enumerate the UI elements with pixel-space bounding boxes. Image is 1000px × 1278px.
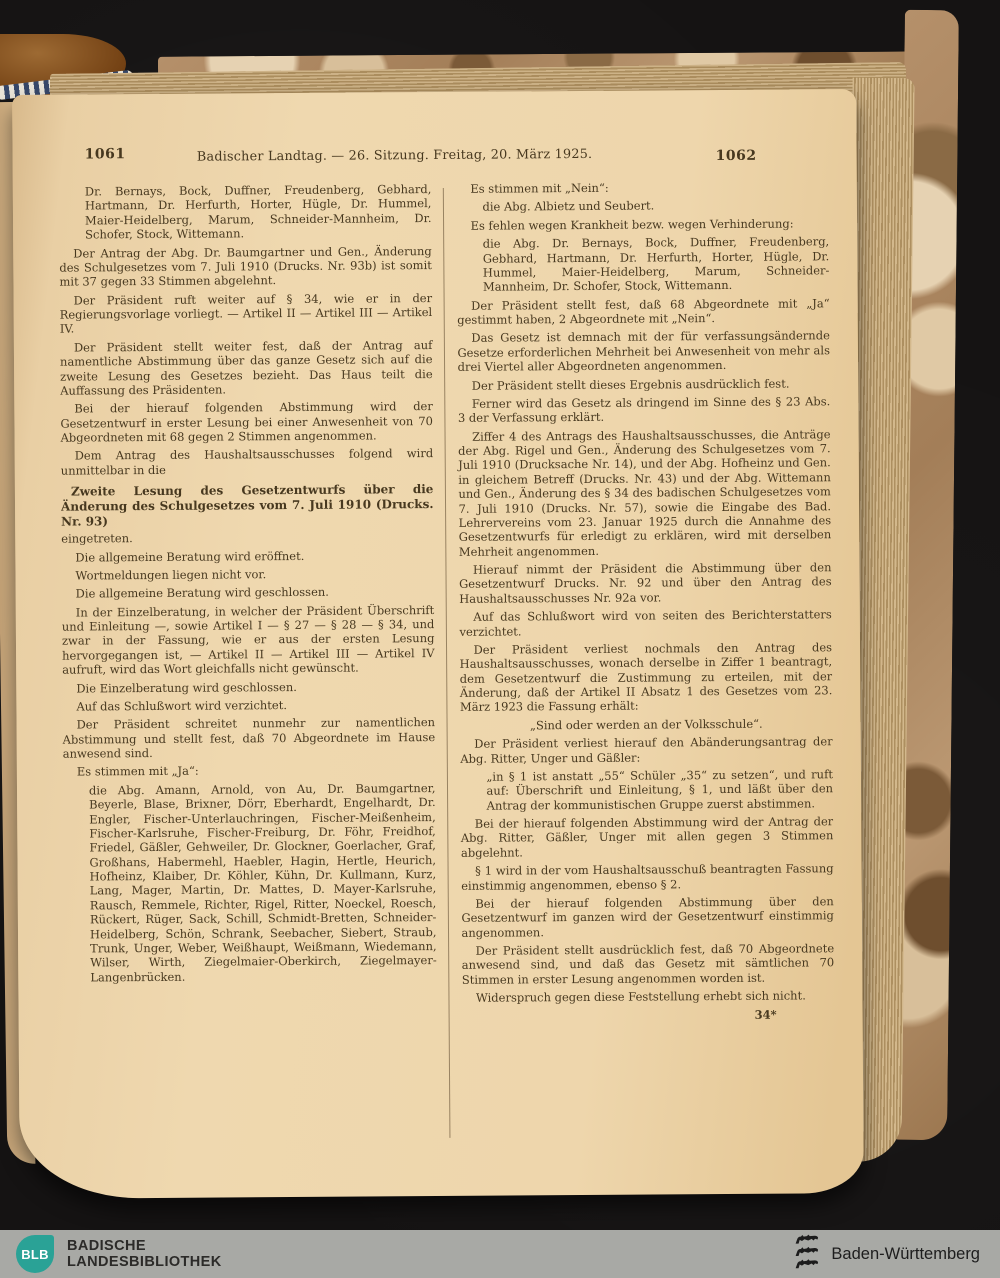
paragraph: Der Präsident stellt weiter fest, daß der Antrag auf namentliche Abstimmung über das ganze Gesetz sich auf die zweite Lesung des Gesetzes bezieht. Das Haus teilt die Auffassung des Präsidenten. bbox=[59, 337, 433, 398]
paragraph: Dr. Bernays, Bock, Duffner, Freudenberg, Gebhard, Hartmann, Dr. Herfurth, Horter, Hügle, Dr. Hummel, Maier-Heidelberg, Marum, Schneider-Mannheim, Dr. Schofer, Stock, Wittemann. bbox=[84, 182, 432, 242]
book-page bbox=[12, 89, 864, 1199]
paragraph: Der Präsident stellt fest, daß 68 Abgeordnete mit „Ja“ gestimmt haben, 2 Abgeordnete mit „Nein“. bbox=[457, 295, 830, 327]
paragraph: Bei der hierauf folgenden Abstimmung wird der Antrag der Abg. Ritter, Gäßler, Unger mit allen gegen 3 Stimmen abgelehnt. bbox=[460, 814, 834, 860]
paragraph: Der Präsident stellt dieses Ergebnis ausdrücklich fest. bbox=[471, 376, 790, 393]
baden-wuerttemberg-coat-of-arms-icon bbox=[794, 1234, 820, 1275]
blb-logo-icon: BLB bbox=[16, 1235, 54, 1273]
paragraph: Der Präsident stellt ausdrücklich fest, daß 70 Abgeordnete anwesend sind, und daß das Gesetz mit sämtlichen 70 Stimmen in erster Lesung angenommen worden ist. bbox=[461, 941, 835, 987]
paragraph: die Abg. Amann, Arnold, von Au, Dr. Baumgartner, Beyerle, Blase, Brixner, Dörr, Eberhardt, Engelhardt, Dr. Engler, Fischer-Unterlauchringen, Fischer-Meißenheim, Fischer-Karlsruhe, Fischer-Freiburg, Dr. Föhr, Freidhof, Friedel, Gäßler, Gehweiler, Dr. Glockner, Goerlacher, Graf, Großhans, Habermehl, Haebler, Hagin, Hertle, Heurich, Hofheinz, Klaiber, Dr. Köhler, Kühn, Dr. Kullmann, Kurz, Lang, Mager, Martin, Dr. Mattes, D. Mayer-Karlsruhe, Rausch, Remmele, Richter, Rigel, Ritter, Noeckel, Roesch, Rückert, Rüger, Sack, Schill, Schmidt-Bretten, Schneider-Heidelberg, Schön, Schrank, Seebacher, Siebert, Straub, Trunk, Unger, Weber, Weißhaupt, Weißmann, Wiedemann, Wilser, Wirth, Ziegelmaier-Oberkirch, Ziegelmayer-Langenbrücken. bbox=[88, 780, 437, 985]
paragraph: Bei der hierauf folgenden Abstimmung über den Gesetzentwurf im ganzen wird der Gesetzentwurf einstimmig angenommen. bbox=[461, 894, 834, 940]
paragraph: § 1 wird in der vom Haushaltsausschuß beantragten Fassung einstimmig angenommen, ebenso § 2. bbox=[461, 861, 834, 893]
paragraph: Der Präsident verliest hierauf den Abänderungsantrag der Abg. Ritter, Unger und Gäßler: bbox=[460, 734, 833, 766]
column-right bbox=[444, 179, 835, 1172]
paragraph: Die Einzelberatung wird geschlossen. bbox=[76, 679, 297, 696]
state-branding bbox=[794, 1234, 980, 1275]
paragraph: Die allgemeine Beratung wird geschlossen. bbox=[75, 585, 329, 601]
paragraph: Der Antrag der Abg. Dr. Baumgartner und Gen., Änderung des Schulgesetzes vom 7. Juli 1910 (Drucks. Nr. 93b) ist somit mit 37 gegen 33 Stimmen abgelehnt. bbox=[59, 243, 432, 289]
paragraph: Hierauf nimmt der Präsident die Abstimmung über den Gesetzentwurf Drucks. Nr. 92 und über den Antrag des Haushaltsausschusses Nr. 92a vor. bbox=[459, 560, 832, 606]
paragraph: Das Gesetz ist demnach mit der für verfassungsändernde Gesetze erforderlichen Mehrheit bei Anwesenheit von mehr als drei Viertel aller Abgeordneten angenommen. bbox=[457, 328, 831, 374]
paragraph: Auf das Schlußwort wird verzichtet. bbox=[76, 697, 288, 714]
library-branding bbox=[16, 1235, 222, 1273]
paragraph: „Sind oder werden an der Volksschule“. bbox=[529, 716, 763, 733]
paragraph: Es fehlen wegen Krankheit bezw. wegen Verhinderung: bbox=[470, 216, 794, 233]
paragraph: Der Präsident ruft weiter auf § 34, wie er in der Regierungsvorlage vorliegt. — Artikel II — Artikel III — Artikel IV. bbox=[59, 290, 433, 337]
paragraph: Der Präsident schreitet nunmehr zur namentlichen Abstimmung und stellt fest, daß 70 Abgeordnete im Hause anwesend sind. bbox=[62, 715, 436, 761]
library-name bbox=[67, 1238, 222, 1270]
paragraph: Ferner wird das Gesetz als dringend im Sinne des § 23 Abs. 3 der Verfassung erklärt. bbox=[457, 394, 831, 426]
library-footer-bar bbox=[0, 1230, 1000, 1278]
text-columns bbox=[59, 179, 836, 1174]
paragraph: Wortmeldungen liegen nicht vor. bbox=[75, 567, 267, 583]
state-name: Baden-Württemberg bbox=[831, 1244, 980, 1263]
paragraph: Bei der hierauf folgenden Abstimmung wird der Gesetzentwurf in erster Lesung bei einer Anwesenheit von 70 Abgeordneten mit 68 gegen 2 Stimmen angenommen. bbox=[60, 399, 433, 445]
paragraph: Es stimmen mit „Nein“: bbox=[470, 180, 609, 196]
paragraph: „in § 1 ist anstatt „55“ Schüler „35“ zu setzen“, und ruft auf: Überschrift und Einleitung, § 1, und läßt über den Antrag der kommunistischen Gruppe zuerst abstimmen. bbox=[486, 767, 834, 813]
page-header-title: Badischer Landtag. — 26. Sitzung. Freitag, 20. März 1925. bbox=[196, 146, 593, 165]
column-left bbox=[59, 182, 448, 1175]
paragraph: Widerspruch gegen diese Feststellung erhebt sich nicht. bbox=[475, 988, 806, 1005]
paragraph: Es stimmen mit „Ja“: bbox=[76, 764, 199, 779]
library-name-line2: LANDESBIBLIOTHEK bbox=[67, 1254, 222, 1270]
paragraph: die Abg. Dr. Bernays, Bock, Duffner, Freudenberg, Gebhard, Hartmann, Dr. Herfurth, Horter, Hügle, Dr. Hummel, Maier-Heidelberg, Marum, Schneider-Mannheim, Dr. Schofer, Stock, Wittemann. bbox=[482, 234, 830, 294]
paragraph: Zweite Lesung des Gesetzentwurfs über die Änderung des Schulgesetzes vom 7. Juli 1910 (Drucks. Nr. 93) bbox=[60, 482, 434, 529]
page-number-left: 1061 bbox=[84, 146, 126, 163]
paragraph: Dem Antrag des Haushaltsausschusses folgend wird unmittelbar in die bbox=[60, 446, 434, 478]
page-number-right: 1062 bbox=[715, 147, 757, 165]
paragraph: Der Präsident verliest nochmals den Antrag des Haushaltsausschusses, wonach derselbe in Ziffer 1 beantragt, dem Gesetzentwurf die Zustimmung zu erteilen, mit der Änderung, daß der Artikel II Absatz 1 des Gesetzes vom 23. März 1923 die Fassung erhält: bbox=[459, 640, 833, 715]
paragraph: eingetreten. bbox=[61, 531, 133, 546]
paragraph: In der Einzelberatung, in welcher der Präsident Überschrift und Einleitung —, sowie Artikel I — § 27 — § 28 — § 34, und zwar in der Fassung, wie er aus der ersten Lesung hervorgegangen ist, — Artikel II — Artikel III — Artikel IV aufruft, wird das Wort gleichfalls nicht gewünscht. bbox=[61, 602, 435, 677]
signature-mark: 34* bbox=[754, 1007, 777, 1022]
library-name-line1: BADISCHE bbox=[67, 1237, 146, 1254]
paragraph: Die allgemeine Beratung wird eröffnet. bbox=[75, 548, 305, 565]
paragraph: die Abg. Albietz und Seubert. bbox=[482, 198, 655, 215]
paragraph: Auf das Schlußwort wird von seiten des Berichterstatters verzichtet. bbox=[459, 607, 832, 639]
paragraph: Ziffer 4 des Antrags des Haushaltsausschusses, die Anträge der Abg. Rigel und Gen., Änderung des Schulgesetzes vom 7. Juli 1910 (Drucksache Nr. 14), und der Abg. Hofheinz und Gen. in gleichem Betreff (Drucks. Nr. 43) und der Abg. Wittemann und Gen., Änderung des § 34 des badischen Schulgesetzes vom 7. Juli 1910 (Drucks. Nr. 57), sowie die Eingabe des Bad. Lehrervereins vom 23. Januar 1925 durch die Annahme des Gesetzentwurfs für erledigt zu erklären, wird mit derselben Mehrheit angenommen. bbox=[458, 426, 832, 559]
